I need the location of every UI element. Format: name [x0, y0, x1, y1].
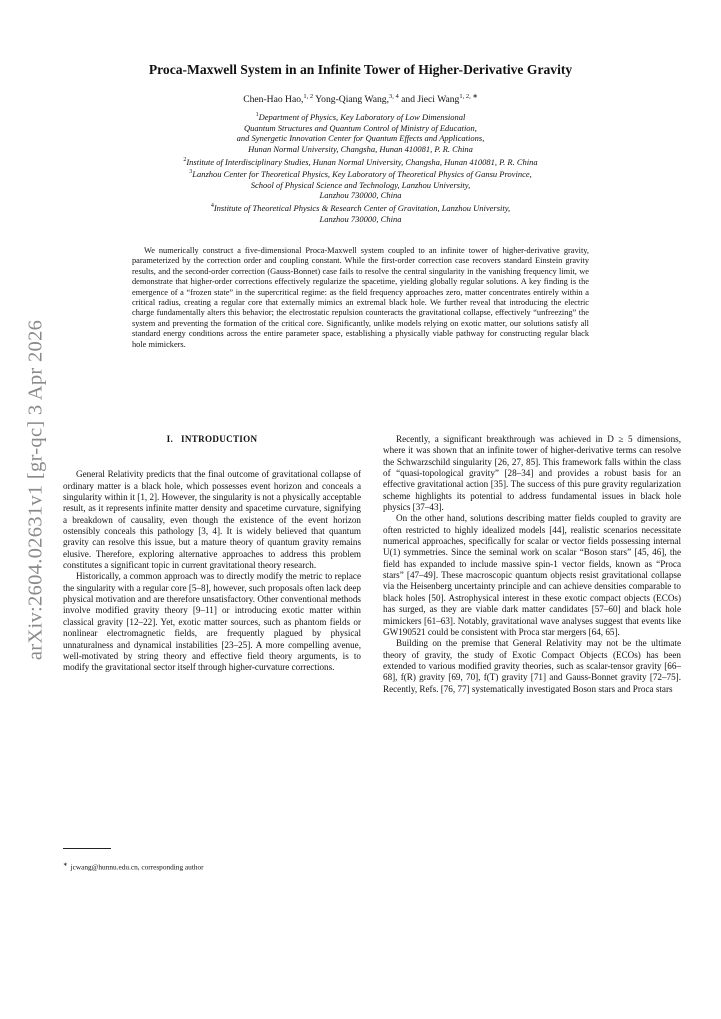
affiliation-mark: 3: [189, 169, 193, 176]
affiliation-mark: 2: [183, 156, 187, 163]
footnote: [63, 862, 361, 871]
affiliation-line: [70, 155, 651, 168]
affiliation-line: Lanzhou 730000, China: [319, 213, 402, 224]
body-paragraph: General Relativity predicts that the final outcome of gravitational collapse of ordinary matter is a black hole, which possesses event horizon and conceals a singularity within it [1, 2]. However, the singularity is not a physically acceptable result, as it represents infinite matter density and spacetime curvature, signifying a breakdown of causality, even though the existence of the event horizon ostensibly conceals this pathology [3, 4]. It is widely believed that quantum gravity can resolve this issue, but a mature theory of quantum gravity remains elusive. Therefore, exploring alternative approaches to address this problem constitutes a significant topic in current gravitational theory research.: [63, 469, 361, 571]
arxiv-identifier-text: arXiv:2604.02631v1 [gr-qc] 3 Apr 2026: [24, 319, 47, 661]
affiliation-text: Lanzhou Center for Theoretical Physics, Key Laboratory of Theoretical Physics of Gansu Province,: [192, 169, 532, 179]
body-paragraph: On the other hand, solutions describing matter fields coupled to gravity are often restricted to highly idealized models [44], realistic scenarios necessitate numerical approaches, specifically for scalar or vector fields possessing internal U(1) symmetries. Since the seminal work on scalar “Boson stars” [45, 46], the field has expanded to include massive spin-1 vector fields, known as “Proca stars” [47–49]. These macroscopic quantum objects resist gravitational collapse via the Heisenberg uncertainty principle and can achieve densities comparable to black holes [50]. Astrophysical interest in these exotic compact objects (ECOs) has surged, as they are viable dark matter candidates [57–60] and black hole mimickers [61–63]. Notably, gravitational wave analyses suggest that events like GW190521 could be consistent with Proca star mergers [64, 65].: [383, 513, 681, 637]
author-affiliation-mark: 1, 2, ∗: [459, 93, 478, 100]
author-affiliation-mark: 1, 2: [303, 93, 314, 100]
affiliation-line: Hunan Normal University, Changsha, Hunan 410081, P. R. China: [248, 143, 473, 154]
section-heading: [63, 434, 361, 445]
body-paragraph: Historically, a common approach was to directly modify the metric to replace the singularity with a regular core [5–8], however, such proposals often lack deep physical motivation and are therefore unsatisfactory. Other conventional methods involve modified gravity theory [9–11] or introducing exotic matter within classical gravity [12–22]. Yet, exotic matter sources, such as phantom fields or nonlinear electromagnetic fields, are frequently plagued by physical unnaturalness and dynamical instabilities [23–25]. A more compelling avenue, well-motivated by string theory and effective field theory arguments, is to modify the gravitational sector itself through higher-curvature corrections.: [63, 571, 361, 673]
affiliation-line: Lanzhou 730000, China: [319, 190, 402, 201]
footnote-mark: ∗: [63, 862, 68, 868]
footnote-divider: [63, 848, 111, 849]
affiliation-line: [70, 110, 651, 123]
affiliation-text: Institute of Theoretical Physics & Research Center of Gravitation, Lanzhou University,: [213, 202, 511, 213]
body-paragraph: Building on the premise that General Relativity may not be the ultimate theory of gravity, the study of Exotic Compact Objects (ECOs) has been extended to various modified gravity theories, such as scalar-tensor gravity [66–68], f(R) gravity [69, 70], f(T) gravity [71] and Gauss-Bonnet gravity [72–75]. Recently, Refs. [76, 77] systematically investigated Boson stars and Proca stars: [383, 638, 681, 694]
footnote-text: jcwang@hunnu.edu.cn, corresponding author: [70, 862, 204, 872]
affiliation-text: Department of Physics, Key Laboratory of Low Dimensional: [258, 111, 466, 122]
affiliation-line: and Synergetic Innovation Center for Quantum Effects and Applications,: [236, 133, 485, 144]
author-name: Chen-Hao Hao,: [243, 94, 304, 106]
abstract-text: We numerically construct a five-dimensional Proca-Maxwell system coupled to an infinite tower of higher-derivative gravity, parameterized by the correction order and coupling constant. While the first-order correction case recovers standard Einstein gravity results, and the second-order correction (Gauss-Bonnet) case fails to resolve the central singularity in the vanishing frequency limit, we demonstrate that higher-order corrections effectively regularize the spacetime, yielding globally regular solutions. A key finding is the emergence of a “frozen state” in the supercritical regime: as the field frequency approaches zero, matter concentrates entirely within a critical radius, creating a regular core that externally mimics an extremal black hole. We further reveal that introducing the electric charge fundamentally alters this behavior; the electrostatic repulsion counteracts the gravitational collapse, effectively “unfreezing” the system and preventing the formation of the critical core. Significantly, unlike models relying on exotic matter, our solutions satisfy all standard energy conditions across the entire parameter space, establishing a physically viable pathway for constructing regular black hole mimickers.: [132, 246, 589, 349]
affiliation-line: School of Physical Science and Technology, Lanzhou University,: [250, 179, 471, 190]
affiliation-line: [70, 201, 651, 214]
left-column: [63, 434, 361, 674]
section-title: INTRODUCTION: [181, 434, 258, 444]
affiliation-block: [70, 110, 651, 224]
right-column: [383, 434, 681, 695]
author-affiliation-mark: 3, 4: [388, 93, 399, 100]
author-name: Yong-Qiang Wang,: [315, 94, 389, 106]
author-list: [70, 92, 651, 105]
abstract: [132, 246, 589, 350]
arxiv-identifier-stamp: [16, 290, 56, 690]
paper-title: Proca-Maxwell System in an Infinite Tower of Higher-Derivative Gravity: [148, 62, 573, 77]
affiliation-text: Institute of Interdisciplinary Studies, Hunan Normal University, Changsha, Hunan 410081, P. R. China: [186, 156, 538, 167]
affiliation-line: [70, 167, 651, 180]
author-name: and Jieci Wang: [401, 94, 460, 106]
affiliation-mark: 1: [255, 112, 259, 118]
affiliation-mark: 4: [210, 203, 214, 210]
body-paragraph: Recently, a significant breakthrough was achieved in D ≥ 5 dimensions, where it was shown that an infinite tower of higher-derivative terms can resolve the Schwarzschild singularity [26, 27, 85]. This framework falls within the class of “quasi-topological gravity” [28–34] and provides a robust basis for an effective gravitational action [35]. The success of this pure gravity regularization scheme highlights its potential to address fundamental issues in black hole physics [37–43].: [383, 434, 681, 513]
affiliation-line: Quantum Structures and Quantum Control of Ministry of Education,: [244, 122, 477, 133]
section-number: I.: [166, 434, 174, 444]
